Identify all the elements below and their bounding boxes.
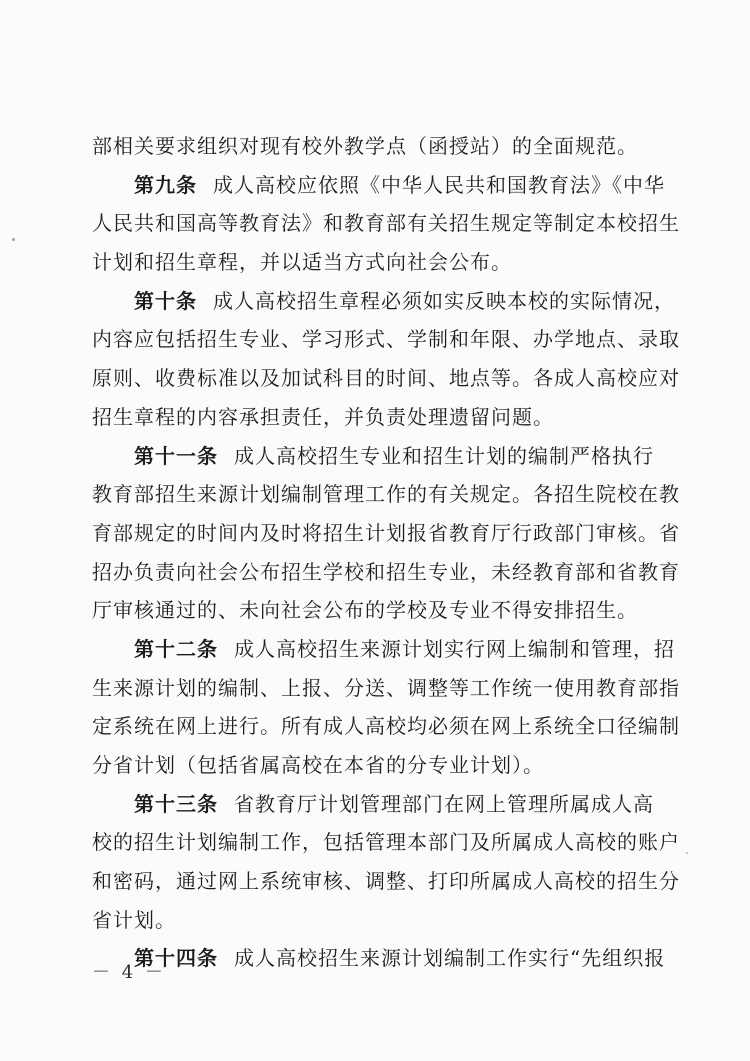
text-line [92, 398, 662, 437]
line-text: 人民共和国高等教育法》和教育部有关招生规定等制定本校招生 [92, 211, 680, 236]
text-line [92, 669, 680, 708]
page-number: － 4 － [92, 962, 166, 983]
line-text: 分省计划（包括省属高校在本省的分专业计划）。 [92, 753, 544, 777]
text-line [92, 553, 680, 592]
scan-speck [686, 852, 688, 854]
line-text: 厅审核通过的、未向社会公布的学校及专业不得安排招生。 [92, 598, 638, 623]
line-text: 成人高校招生专业和招生计划的编制严格执行 [234, 443, 654, 468]
scan-speck [12, 238, 15, 241]
article-heading: 第十二条 [134, 636, 218, 661]
article-heading: 第十三条 [134, 791, 218, 816]
line-text: 原则、收费标准以及加试科目的时间、地点等。各成人高校应对 [92, 366, 680, 391]
article-paragraph-start [92, 437, 662, 476]
text-line [92, 901, 662, 940]
article-paragraph-start [92, 166, 665, 205]
line-text: 成人高校应依照《中华人民共和国教育法》《中华 [213, 172, 665, 197]
line-text: 教育部招生来源计划编制管理工作的有关规定。各招生院校在教 [92, 482, 680, 507]
line-text: 计划和招生章程，并以适当方式向社会公布。 [92, 250, 512, 275]
text-line [92, 127, 662, 166]
line-text: 部相关要求组织对现有校外教学点（函授站）的全面规范。 [92, 134, 638, 158]
text-line [92, 707, 680, 746]
text-line [92, 320, 680, 359]
article-paragraph-start [92, 785, 662, 824]
article-paragraph-start [92, 630, 675, 669]
body-text [92, 127, 680, 978]
line-text: 成人高校招生章程必须如实反映本校的实际情况， [213, 288, 675, 313]
text-line [92, 475, 680, 514]
article-paragraph-start [92, 282, 675, 321]
line-text: 省计划。 [92, 907, 176, 932]
text-line [92, 204, 680, 243]
line-text: 育部规定的时间内及时将招生计划报省教育厅行政部门审核。省 [92, 520, 680, 545]
article-heading: 第十条 [134, 288, 197, 313]
text-line [92, 862, 680, 901]
text-line [92, 514, 680, 553]
article-heading: 第十一条 [134, 443, 218, 468]
line-text: 招办负责向社会公布招生学校和招生专业，未经教育部和省教育 [92, 559, 680, 584]
line-text: 定系统在网上进行。所有成人高校均必须在网上系统全口径编制 [92, 714, 680, 739]
line-text: 和密码，通过网上系统审核、调整、打印所属成人高校的招生分 [92, 869, 680, 894]
line-text: 成人高校招生来源计划实行网上编制和管理，招 [234, 636, 675, 661]
article-heading: 第九条 [134, 172, 197, 197]
line-text: 校的招生计划编制工作，包括管理本部门及所属成人高校的账户 [92, 830, 680, 855]
text-line [92, 746, 662, 785]
line-text: 内容应包括招生专业、学习形式、学制和年限、办学地点、录取 [92, 327, 680, 352]
text-line [92, 823, 680, 862]
text-line [92, 243, 662, 282]
text-line [92, 591, 662, 630]
line-text: 成人高校招生来源计划编制工作实行“先组织报 [234, 946, 666, 971]
line-text: 省教育厅计划管理部门在网上管理所属成人高 [234, 791, 654, 816]
line-text: 生来源计划的编制、上报、分送、调整等工作统一使用教育部指 [92, 675, 680, 700]
line-text: 招生章程的内容承担责任，并负责处理遗留问题。 [92, 404, 554, 429]
article-heading: 第十四条 [134, 946, 218, 971]
article-paragraph-start [92, 939, 666, 978]
text-line [92, 359, 680, 398]
